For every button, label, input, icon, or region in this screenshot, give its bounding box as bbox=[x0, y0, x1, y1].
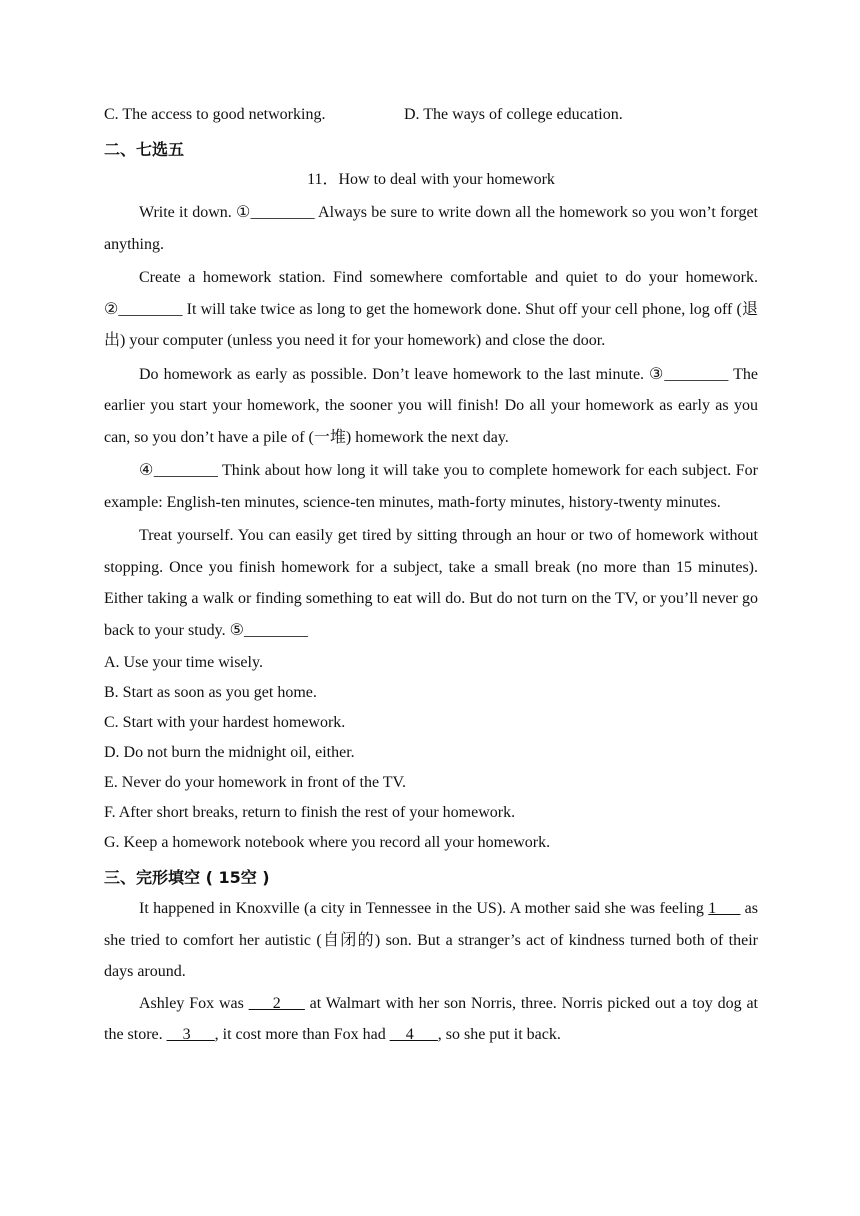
answer-option-c: C. Start with your hardest homework. bbox=[104, 714, 346, 731]
option-c: C. The access to good networking. bbox=[104, 106, 326, 123]
cloze-text: at Walmart with her son Norris, three. Norris picked out a toy dog at the store. bbox=[104, 994, 759, 1043]
cloze-text: Ashley Fox was bbox=[139, 994, 249, 1012]
answer-option-g: G. Keep a homework notebook where you record all your homework. bbox=[104, 834, 551, 851]
answer-option-e: E. Never do your homework in front of the TV. bbox=[104, 774, 407, 791]
cloze-blank-2: ___2___ bbox=[248, 994, 305, 1012]
answer-option-d: D. Do not burn the midnight oil, either. bbox=[104, 744, 355, 761]
passage-title: 11．How to deal with your homework bbox=[307, 171, 555, 188]
cloze-text: , so she put it back. bbox=[437, 1026, 561, 1043]
cloze-paragraph-2 bbox=[104, 988, 758, 1051]
paragraph-3: Do homework as early as possible. Don’t leave homework to the last minute. ③________ The earlier you start your homework, the sooner you will finish! Do all your homework as early as you can, so you don’t have a pile of (一堆) homework the next day. bbox=[104, 365, 758, 446]
cloze-paragraph-1 bbox=[104, 893, 758, 988]
section-heading-cloze: 三、完形填空 ( 15空 ) bbox=[104, 868, 270, 887]
paragraph-5: Treat yourself. You can easily get tired by sitting through an hour or two of homework without stopping. Once you finish homework for a subject, take a small break (no more than 15 minutes). Either taking a walk or finding something to eat will do. But do not turn on the TV, or you’ll never go back to your study. ⑤________ bbox=[104, 527, 758, 639]
paragraph-4: ④________ Think about how long it will take you to complete homework for each subject. For example: English-ten minutes, science-ten minutes, math-forty minutes, history-twenty minutes. bbox=[104, 462, 758, 511]
answer-option-b: B. Start as soon as you get home. bbox=[104, 684, 317, 701]
paragraph-1: Write it down. ①________ Always be sure to write down all the homework so you won’t forget anything. bbox=[104, 204, 758, 253]
paragraph-2: Create a homework station. Find somewhere comfortable and quiet to do your homework. ②________ It will take twice as long to get the homework done. Shut off your cell phone, log off (退出) your computer (unless you need it for your homework) and close the door. bbox=[104, 269, 758, 349]
cloze-text: , it cost more than Fox had bbox=[214, 1026, 390, 1043]
document-page bbox=[104, 100, 758, 1051]
option-d: D. The ways of college education. bbox=[404, 106, 623, 123]
cloze-blank-3: __3___ bbox=[166, 1026, 215, 1043]
cloze-text: as she tried to comfort her autistic (自闭的) son. But a stranger’s act of kindness turned both of their days around. bbox=[104, 900, 759, 980]
answer-option-a: A. Use your time wisely. bbox=[104, 654, 263, 671]
answer-option-f: F. After short breaks, return to finish the rest of your homework. bbox=[104, 804, 516, 821]
prev-question-options bbox=[104, 100, 758, 130]
cloze-blank-4: __4___ bbox=[389, 1026, 438, 1043]
cloze-blank-1: 1___ bbox=[708, 900, 741, 917]
answer-options-list bbox=[104, 648, 758, 858]
section-heading-seven-choose-five: 二、七选五 bbox=[104, 140, 185, 159]
cloze-text: It happened in Knoxville (a city in Tennessee in the US). A mother said she was feeling bbox=[139, 900, 709, 917]
